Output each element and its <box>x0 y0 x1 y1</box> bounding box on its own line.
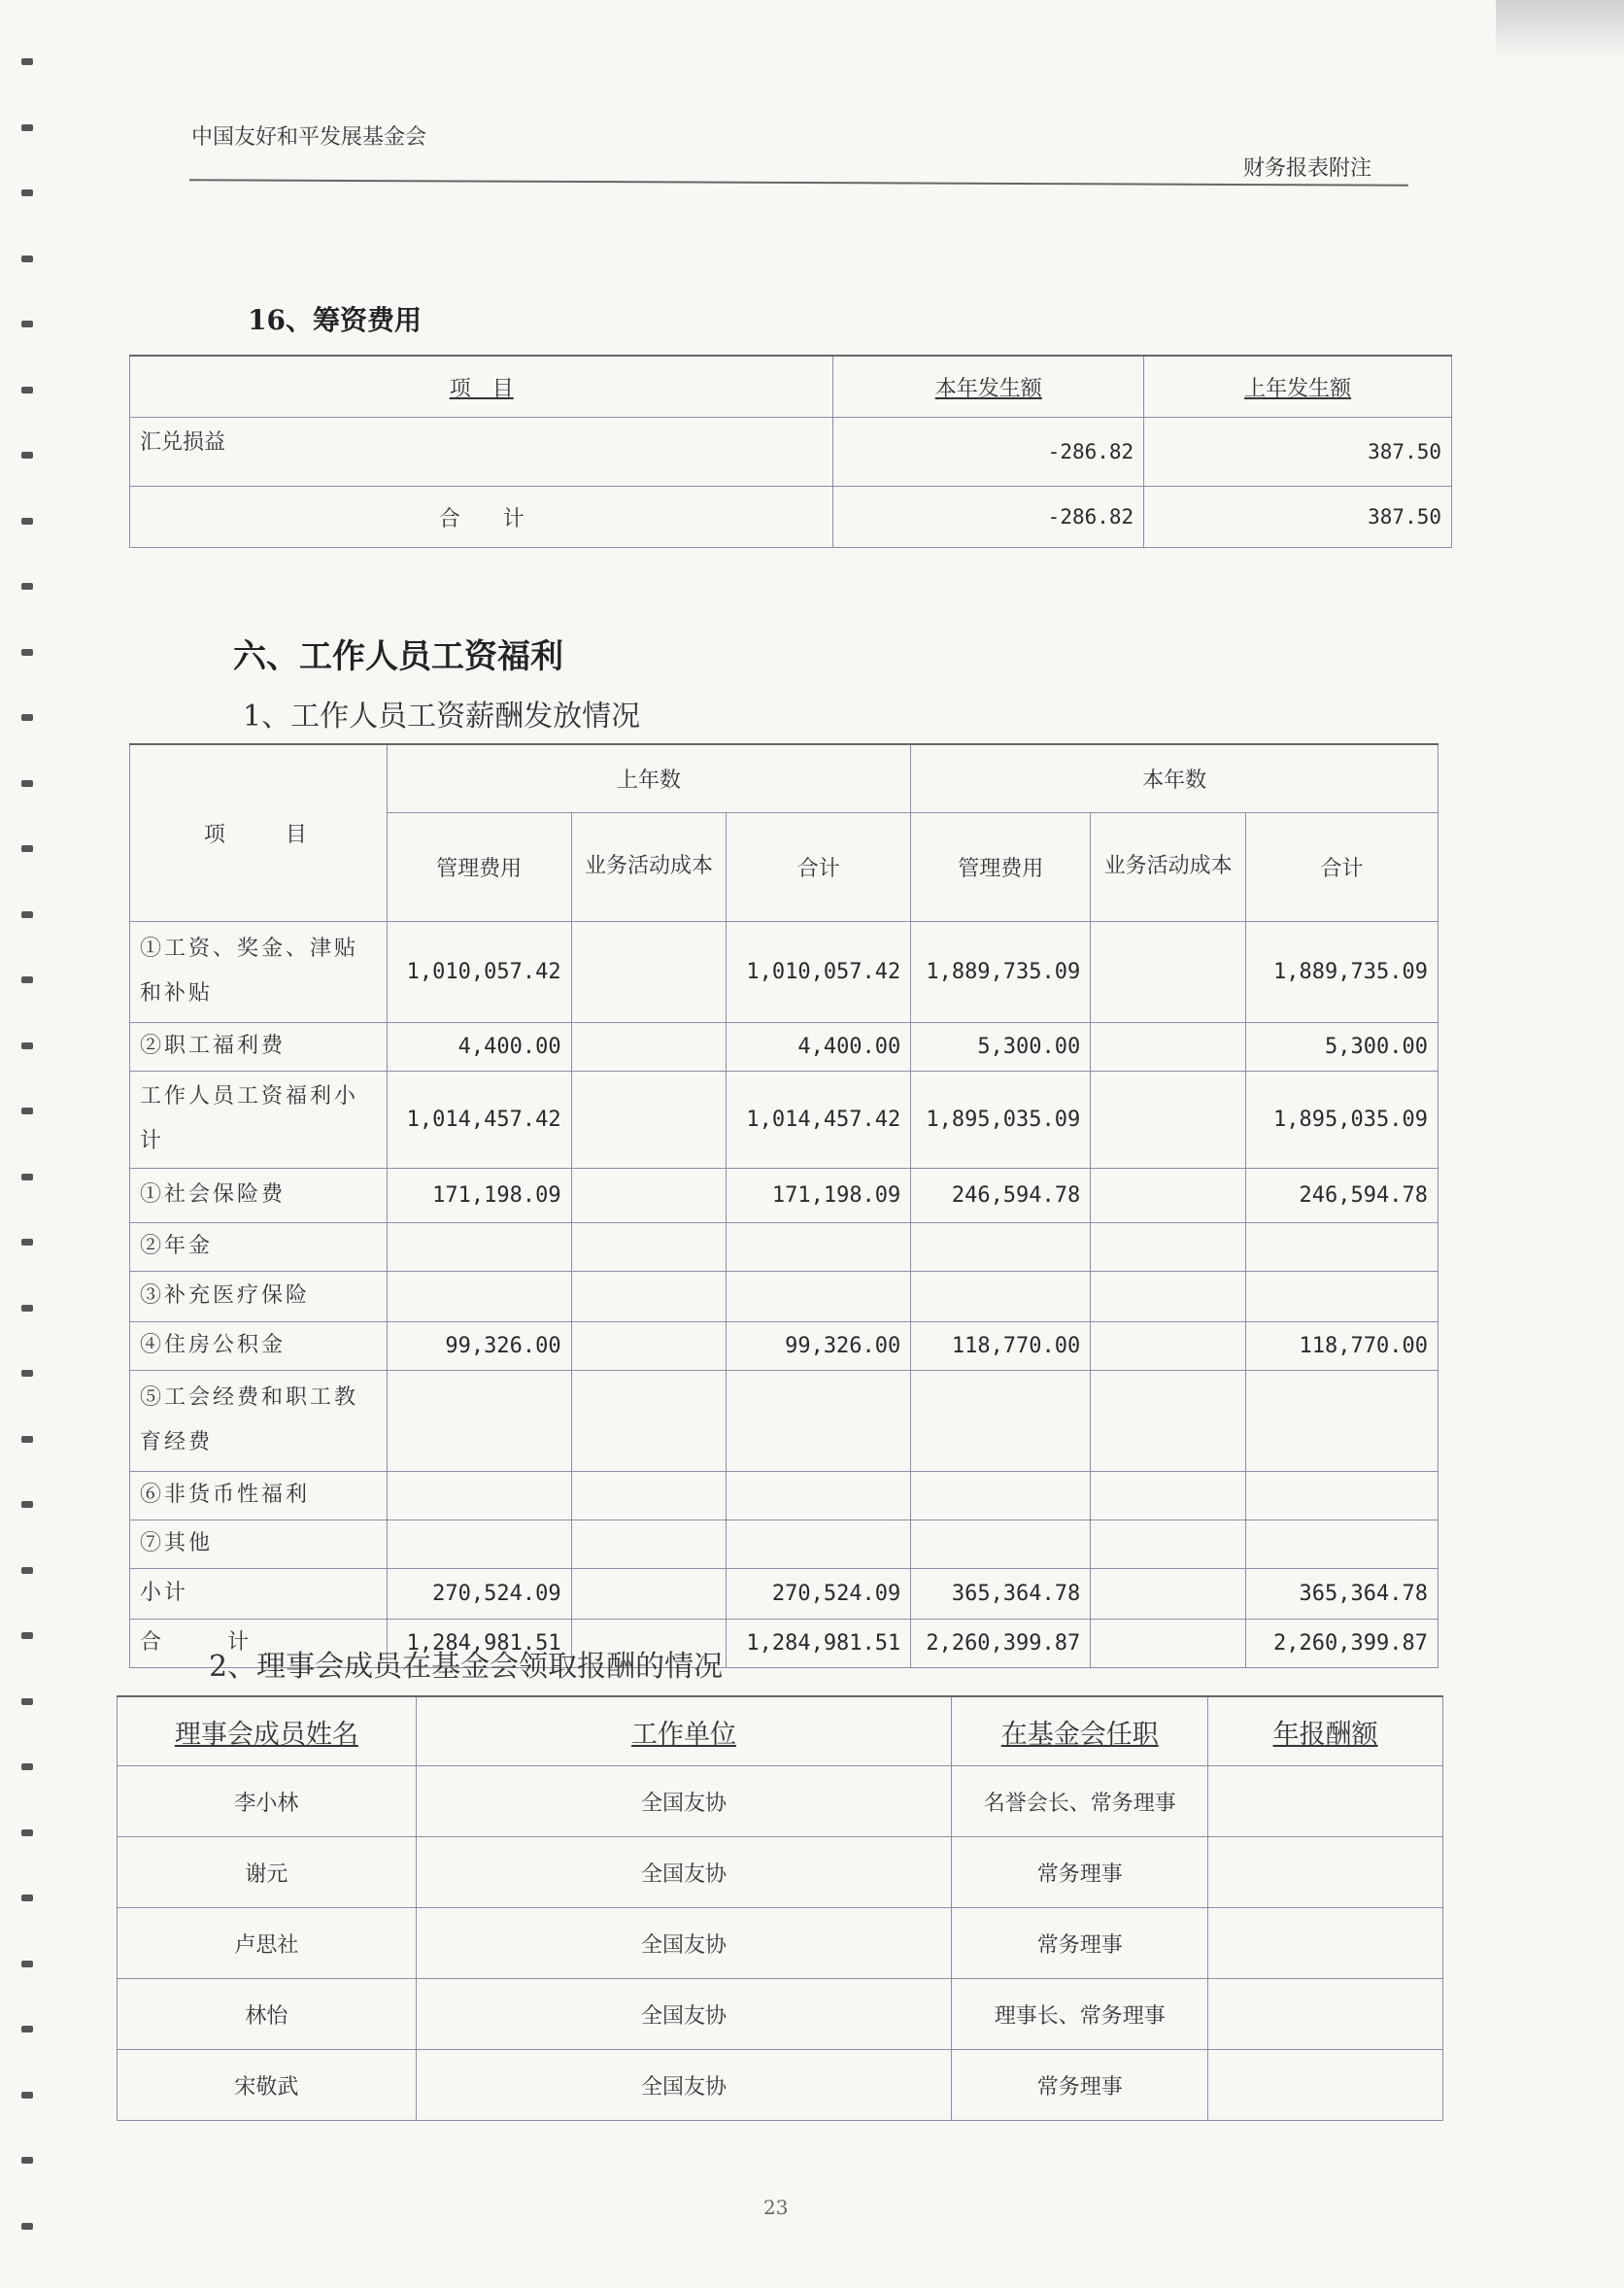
col-header-item: 项 目 <box>130 356 833 418</box>
row-p-total: 1,010,057.42 <box>727 921 911 1022</box>
row-c-admin: 118,770.00 <box>911 1321 1091 1370</box>
row-c-total <box>1246 1271 1438 1321</box>
row-current: -286.82 <box>833 487 1144 548</box>
row-p-biz <box>571 1321 727 1370</box>
row-pay <box>1208 1908 1443 1979</box>
binding-holes <box>21 58 35 2273</box>
row-p-admin <box>387 1271 571 1321</box>
row-c-admin: 1,889,735.09 <box>911 921 1091 1022</box>
table-row <box>118 2050 1443 2121</box>
scan-shadow <box>1496 0 1624 58</box>
row-p-total: 270,524.09 <box>727 1568 911 1619</box>
table-row <box>118 1766 1443 1837</box>
row-p-biz <box>571 921 727 1022</box>
row-c-admin <box>911 1520 1091 1568</box>
row-c-total: 5,300.00 <box>1246 1022 1438 1071</box>
row-c-biz <box>1091 1520 1246 1568</box>
binding-hole <box>21 1829 33 1836</box>
row-c-biz <box>1091 1471 1246 1520</box>
table-row-total <box>130 487 1452 548</box>
row-p-admin: 171,198.09 <box>387 1168 571 1222</box>
row-pay <box>1208 1766 1443 1837</box>
row-item: 合 计 <box>130 1619 388 1667</box>
header-rule <box>189 179 1408 186</box>
row-p-admin <box>387 1471 571 1520</box>
row-p-biz <box>571 1370 727 1471</box>
row-p-total <box>727 1271 911 1321</box>
row-c-total: 1,895,035.09 <box>1246 1071 1438 1168</box>
row-p-total: 99,326.00 <box>727 1321 911 1370</box>
col-header-role: 在基金会任职 <box>952 1696 1208 1766</box>
row-c-total <box>1246 1520 1438 1568</box>
row-prior: 387.50 <box>1144 418 1452 487</box>
binding-hole <box>21 1632 33 1639</box>
binding-hole <box>21 387 33 393</box>
row-c-total: 1,889,735.09 <box>1246 921 1438 1022</box>
table-row <box>130 1168 1438 1222</box>
row-pay <box>1208 1979 1443 2050</box>
row-c-biz <box>1091 1568 1246 1619</box>
row-c-total: 365,364.78 <box>1246 1568 1438 1619</box>
board-compensation-table <box>117 1695 1443 2121</box>
binding-hole <box>21 1239 33 1246</box>
col-header-current-total: 合计 <box>1246 812 1438 921</box>
row-p-total: 1,284,981.51 <box>727 1619 911 1667</box>
row-c-biz <box>1091 1321 1246 1370</box>
row-name: 李小林 <box>118 1766 417 1837</box>
row-c-biz <box>1091 1022 1246 1071</box>
row-c-total <box>1246 1471 1438 1520</box>
col-header-name: 理事会成员姓名 <box>118 1696 417 1766</box>
row-c-total: 118,770.00 <box>1246 1321 1438 1370</box>
col-header-prior-total: 合计 <box>727 812 911 921</box>
table-row <box>130 1520 1438 1568</box>
col-header-unit: 工作单位 <box>416 1696 952 1766</box>
row-item: ⑤工会经费和职工教育经费 <box>130 1370 388 1471</box>
row-name: 谢元 <box>118 1837 417 1908</box>
col-header-prior-year: 上年数 <box>387 744 911 812</box>
table-row <box>130 1321 1438 1370</box>
binding-hole <box>21 2157 33 2164</box>
binding-hole <box>21 1042 33 1049</box>
row-c-admin <box>911 1222 1091 1271</box>
salary-table <box>129 743 1438 1668</box>
row-c-total: 246,594.78 <box>1246 1168 1438 1222</box>
row-c-biz <box>1091 1370 1246 1471</box>
table-row <box>130 1568 1438 1619</box>
binding-hole <box>21 518 33 525</box>
col-header-current-year: 本年数 <box>911 744 1438 812</box>
row-p-total: 171,198.09 <box>727 1168 911 1222</box>
board-table-body <box>118 1766 1443 2121</box>
row-p-admin: 1,014,457.42 <box>387 1071 571 1168</box>
binding-hole <box>21 583 33 590</box>
binding-hole <box>21 1108 33 1114</box>
header-org: 中国友好和平发展基金会 <box>191 125 427 150</box>
row-role: 常务理事 <box>952 1908 1208 1979</box>
row-item: 小计 <box>130 1568 388 1619</box>
row-c-admin: 2,260,399.87 <box>911 1619 1091 1667</box>
row-c-total <box>1246 1222 1438 1271</box>
row-c-biz <box>1091 921 1246 1022</box>
section-16-title: 16、筹资费用 <box>248 304 422 336</box>
table-header-row <box>130 744 1438 812</box>
binding-hole <box>21 256 33 262</box>
row-p-admin <box>387 1222 571 1271</box>
binding-hole <box>21 2092 33 2099</box>
row-unit: 全国友协 <box>416 2050 952 2121</box>
col-header-item: 项 目 <box>130 744 388 921</box>
table-row <box>130 1271 1438 1321</box>
col-header-prior-admin: 管理费用 <box>387 812 571 921</box>
row-pay <box>1208 2050 1443 2121</box>
row-c-total: 2,260,399.87 <box>1246 1619 1438 1667</box>
header-doc-title: 财务报表附注 <box>1243 156 1372 181</box>
binding-hole <box>21 1174 33 1180</box>
row-item: ④住房公积金 <box>130 1321 388 1370</box>
binding-hole <box>21 1567 33 1574</box>
binding-hole <box>21 1961 33 1967</box>
row-c-biz <box>1091 1071 1246 1168</box>
row-item: 汇兑损益 <box>130 418 833 487</box>
row-p-biz <box>571 1520 727 1568</box>
row-c-biz <box>1091 1168 1246 1222</box>
binding-hole <box>21 1501 33 1508</box>
binding-hole <box>21 845 33 852</box>
binding-hole <box>21 1698 33 1705</box>
row-p-admin <box>387 1520 571 1568</box>
row-item: 工作人员工资福利小计 <box>130 1071 388 1168</box>
subsection-2-title: 2、理事会成员在基金会领取报酬的情况 <box>209 1650 724 1684</box>
row-unit: 全国友协 <box>416 1908 952 1979</box>
row-p-biz <box>571 1022 727 1071</box>
col-header-prior-biz: 业务活动成本 <box>571 812 727 921</box>
binding-hole <box>21 649 33 656</box>
binding-hole <box>21 1763 33 1770</box>
row-role: 理事长、常务理事 <box>952 1979 1208 2050</box>
fundraising-expense-table <box>129 355 1452 548</box>
row-p-biz <box>571 1071 727 1168</box>
row-p-admin: 270,524.09 <box>387 1568 571 1619</box>
row-unit: 全国友协 <box>416 1766 952 1837</box>
table-row <box>118 1979 1443 2050</box>
table-header-row <box>118 1696 1443 1766</box>
row-p-total <box>727 1471 911 1520</box>
col-header-current-admin: 管理费用 <box>911 812 1091 921</box>
section-6-title: 六、工作人员工资福利 <box>233 637 563 676</box>
row-p-admin: 4,400.00 <box>387 1022 571 1071</box>
binding-hole <box>21 1305 33 1312</box>
row-name: 卢思社 <box>118 1908 417 1979</box>
row-item: ⑥非货币性福利 <box>130 1471 388 1520</box>
row-c-total <box>1246 1370 1438 1471</box>
row-item: ③补充医疗保险 <box>130 1271 388 1321</box>
row-unit: 全国友协 <box>416 1837 952 1908</box>
row-role: 常务理事 <box>952 2050 1208 2121</box>
salary-table-body <box>130 921 1438 1667</box>
row-item: ①工资、奖金、津贴和补贴 <box>130 921 388 1022</box>
table-row <box>118 1837 1443 1908</box>
row-name: 林怡 <box>118 1979 417 2050</box>
row-p-biz <box>571 1168 727 1222</box>
row-p-total <box>727 1520 911 1568</box>
row-c-admin: 246,594.78 <box>911 1168 1091 1222</box>
row-item: 合 计 <box>130 487 833 548</box>
row-role: 常务理事 <box>952 1837 1208 1908</box>
row-p-total <box>727 1222 911 1271</box>
table-row <box>130 1071 1438 1168</box>
row-p-admin: 99,326.00 <box>387 1321 571 1370</box>
row-c-admin <box>911 1271 1091 1321</box>
row-p-admin <box>387 1370 571 1471</box>
row-name: 宋敬武 <box>118 2050 417 2121</box>
row-p-total: 4,400.00 <box>727 1022 911 1071</box>
row-p-total <box>727 1370 911 1471</box>
row-role: 名誉会长、常务理事 <box>952 1766 1208 1837</box>
binding-hole <box>21 1895 33 1901</box>
binding-hole <box>21 124 33 131</box>
table-header-row <box>130 356 1452 418</box>
table-row <box>130 1370 1438 1471</box>
row-item: ②职工福利费 <box>130 1022 388 1071</box>
binding-hole <box>21 714 33 721</box>
col-header-current-biz: 业务活动成本 <box>1091 812 1246 921</box>
row-p-admin: 1,010,057.42 <box>387 921 571 1022</box>
page-number: 23 <box>763 2196 789 2219</box>
row-c-biz <box>1091 1619 1246 1667</box>
binding-hole <box>21 976 33 983</box>
table-row <box>130 921 1438 1022</box>
binding-hole <box>21 189 33 196</box>
row-c-admin <box>911 1370 1091 1471</box>
row-unit: 全国友协 <box>416 1979 952 2050</box>
row-p-admin: 1,284,981.51 <box>387 1619 571 1667</box>
binding-hole <box>21 2223 33 2230</box>
table-row <box>130 1222 1438 1271</box>
row-item: ①社会保险费 <box>130 1168 388 1222</box>
row-prior: 387.50 <box>1144 487 1452 548</box>
binding-hole <box>21 911 33 918</box>
binding-hole <box>21 452 33 459</box>
binding-hole <box>21 321 33 327</box>
table-row <box>130 1471 1438 1520</box>
binding-hole <box>21 1370 33 1377</box>
row-p-biz <box>571 1471 727 1520</box>
row-p-biz <box>571 1222 727 1271</box>
row-item: ②年金 <box>130 1222 388 1271</box>
row-p-total: 1,014,457.42 <box>727 1071 911 1168</box>
row-p-biz <box>571 1271 727 1321</box>
row-c-biz <box>1091 1222 1246 1271</box>
binding-hole <box>21 780 33 787</box>
row-p-biz <box>571 1568 727 1619</box>
row-c-admin <box>911 1471 1091 1520</box>
row-c-admin: 5,300.00 <box>911 1022 1091 1071</box>
table-row <box>130 418 1452 487</box>
row-c-admin: 1,895,035.09 <box>911 1071 1091 1168</box>
binding-hole <box>21 58 33 65</box>
col-header-pay: 年报酬额 <box>1208 1696 1443 1766</box>
binding-hole <box>21 1436 33 1443</box>
binding-hole <box>21 2026 33 2032</box>
row-pay <box>1208 1837 1443 1908</box>
table-row <box>118 1908 1443 1979</box>
col-header-prior: 上年发生额 <box>1144 356 1452 418</box>
row-c-admin: 365,364.78 <box>911 1568 1091 1619</box>
row-c-biz <box>1091 1271 1246 1321</box>
row-current: -286.82 <box>833 418 1144 487</box>
col-header-current: 本年发生额 <box>833 356 1144 418</box>
row-item: ⑦其他 <box>130 1520 388 1568</box>
subsection-1-title: 1、工作人员工资薪酬发放情况 <box>243 700 641 734</box>
table-row <box>130 1022 1438 1071</box>
